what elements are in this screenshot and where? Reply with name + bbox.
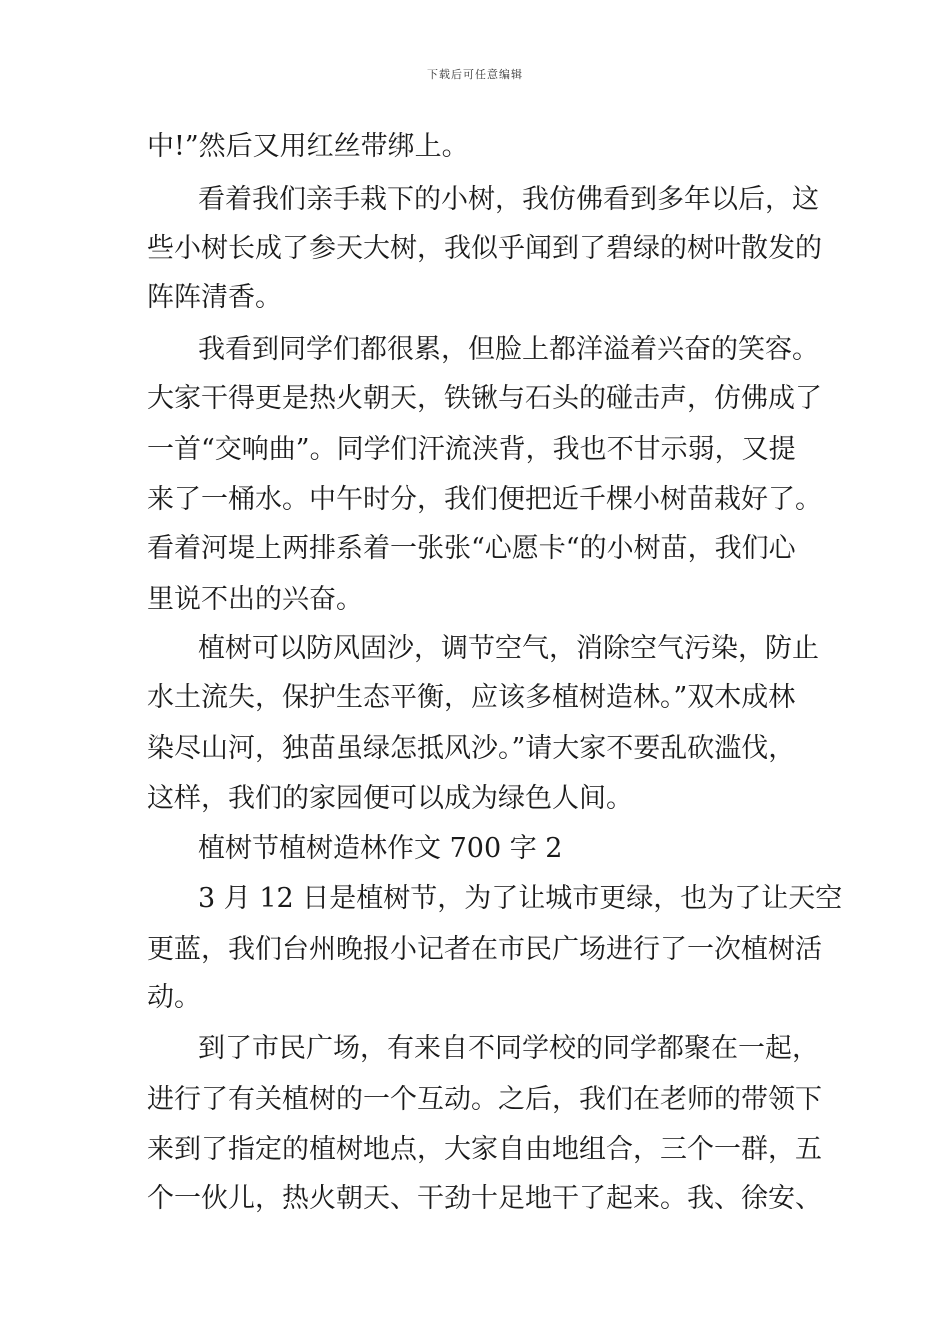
- text-line: 这样，我们的家园便可以成为绿色人间。: [147, 783, 633, 814]
- text-line: 一首“交响曲”。同学们汗流浃背，我也不甘示弱，又提: [147, 434, 796, 465]
- text-line: 水土流失，保护生态平衡，应该多植树造林。”双木成林: [147, 682, 796, 713]
- text-line: 进行了有关植树的一个互动。之后，我们在老师的带领下: [147, 1084, 822, 1115]
- text-line: 看着河堤上两排系着一张张“心愿卡“的小树苗，我们心: [147, 533, 796, 564]
- text-line: 3 月 12 日是植树节，为了让城市更绿，也为了让天空: [198, 883, 843, 914]
- text-line: 动。: [147, 982, 201, 1013]
- text-line: 个一伙儿，热火朝天、干劲十足地干了起来。我、徐安、: [147, 1183, 822, 1214]
- text-line: 来到了指定的植树地点，大家自由地组合，三个一群，五: [147, 1134, 822, 1165]
- text-line: 大家干得更是热火朝天，铁锹与石头的碰击声，仿佛成了: [147, 383, 822, 414]
- text-line: 到了市民广场，有来自不同学校的同学都聚在一起，: [198, 1033, 819, 1064]
- text-line: 染尽山河，独苗虽绿怎抵风沙。”请大家不要乱砍滥伐，: [147, 733, 796, 764]
- text-line: 植树可以防风固沙，调节空气，消除空气污染，防止: [198, 633, 819, 664]
- section-heading: 植树节植树造林作文 700 字 2: [198, 833, 563, 864]
- text-line: 我看到同学们都很累，但脸上都洋溢着兴奋的笑容。: [198, 334, 819, 365]
- text-line: 来了一桶水。中午时分，我们便把近千棵小树苗栽好了。: [147, 484, 822, 515]
- text-line: 中!”然后又用红丝带绑上。: [147, 131, 469, 162]
- text-line: 更蓝，我们台州晚报小记者在市民广场进行了一次植树活: [147, 934, 822, 965]
- page-header: 下载后可任意编辑: [427, 68, 523, 81]
- text-line: 阵阵清香。: [147, 282, 282, 313]
- text-line: 里说不出的兴奋。: [147, 584, 363, 615]
- text-line: 些小树长成了参天大树，我似乎闻到了碧绿的树叶散发的: [147, 233, 822, 264]
- text-line: 看着我们亲手栽下的小树，我仿佛看到多年以后，这: [198, 184, 819, 215]
